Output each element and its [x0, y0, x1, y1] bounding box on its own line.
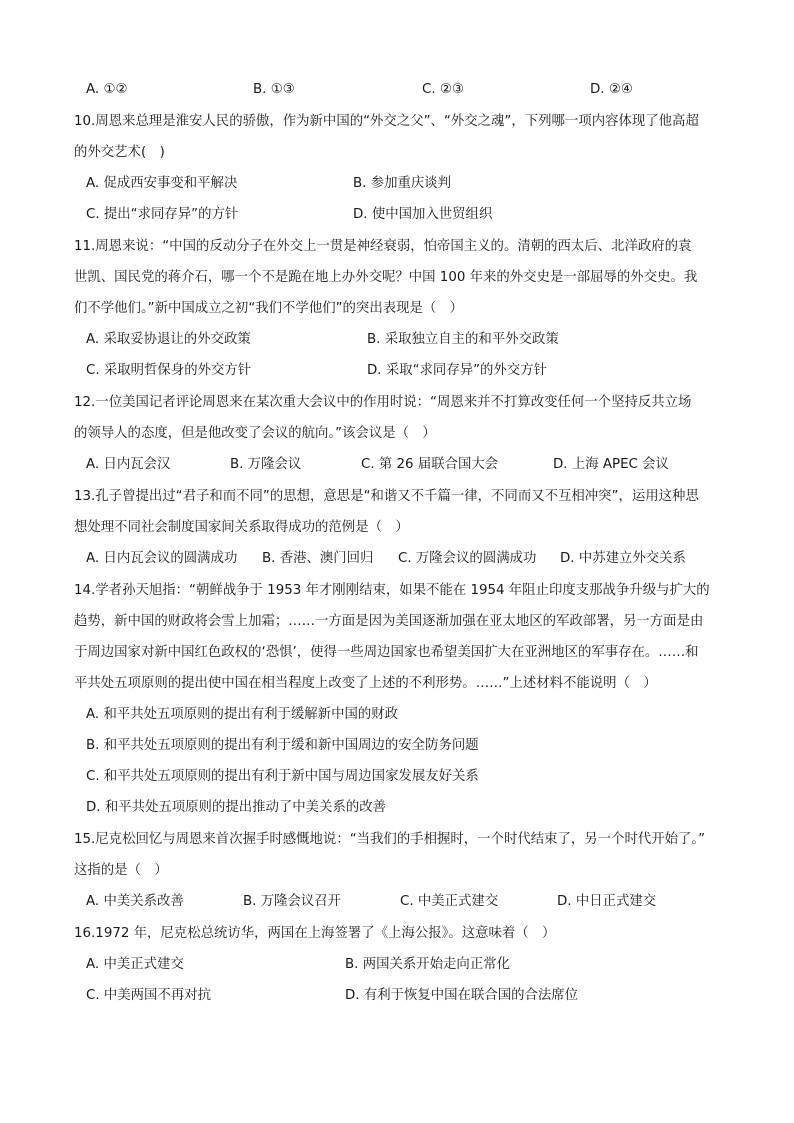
q9-option-c: C. ②③: [422, 82, 464, 97]
q12-option-c: C. 第 26 届联合国大会: [361, 457, 499, 472]
q13-option-b: B. 香港、澳门回归: [262, 551, 374, 566]
q16-stem-line: 16.1972 年，尼克松总统访华，两国在上海签署了《上海公报》。这意味着（ ）: [74, 926, 556, 941]
q16-option-b: B. 两国关系开始走向正常化: [345, 957, 510, 972]
q12-option-d: D. 上海 APEC 会议: [553, 457, 669, 472]
q14-option-b: B. 和平共处五项原则的提出有利于缓和新中国周边的安全防务问题: [86, 738, 479, 753]
q15-option-a: A. 中美关系改善: [86, 894, 184, 909]
q16-option-a: A. 中美正式建交: [86, 957, 184, 972]
q16-option-c: C. 中美两国不再对抗: [86, 988, 211, 1003]
q11-option-a: A. 采取妥协退让的外交政策: [86, 332, 251, 347]
q12-option-a: A. 日内瓦会汉: [86, 457, 171, 472]
q11-stem-line: 11.周恩来说：“中国的反动分子在外交上一贯是神经衰弱，怕帝国主义的。清朝的西太后、北洋政府的袁: [74, 239, 692, 254]
q13-option-a: A. 日内瓦会议的圆满成功: [86, 551, 238, 566]
q10-option-a: A. 促成西安事变和平解决: [86, 176, 238, 191]
q11-stem-line: 世凯、国民党的蒋介石，哪一个不是跪在地上办外交呢？中国 100 年来的外交史是一部屈辱的外交史。我: [74, 270, 698, 285]
q13-stem-line: 想处理不同社会制度国家间关系取得成功的范例是（ ）: [74, 520, 409, 535]
q10-option-d: D. 使中国加入世贸组织: [353, 207, 493, 222]
q11-stem-line: 们不学他们。”新中国成立之初“我们不学他们”的突出表现是（ ）: [74, 301, 464, 316]
q15-option-b: B. 万隆会议召开: [243, 894, 342, 909]
q14-option-c: C. 和平共处五项原则的提出有利于新中国与周边国家发展友好关系: [86, 769, 479, 784]
q11-option-c: C. 采取明哲保身的外交方针: [86, 363, 252, 378]
q15-option-c: C. 中美正式建交: [400, 894, 499, 909]
q15-stem-line: 这指的是（ ）: [74, 863, 168, 878]
q14-stem-line: 平共处五项原则的提出使中国在相当程度上改变了上述的不利形势。……”上述材料不能说明（ ）: [74, 676, 657, 691]
q10-stem-line: 10.周恩来总理是淮安人民的骄傲，作为新中国的“外交之父”、“外交之魂”，下列哪一项内容体现了他高超: [74, 114, 699, 129]
q15-option-d: D. 中日正式建交: [557, 894, 657, 909]
q14-option-d: D. 和平共处五项原则的提出推动了中美关系的改善: [86, 800, 387, 815]
q10-option-c: C. 提出“求同存异”的方针: [86, 207, 239, 222]
q13-stem-line: 13.孔子曾提出过“君子和而不同”的思想，意思是“和谐又不千篇一律，不同而又不互相冲突”，运用这种思: [74, 489, 699, 504]
q12-stem-line: 的领导人的态度，但是他改变了会议的航向。”该会议是（ ）: [74, 426, 436, 441]
q14-stem-line: 趋势，新中国的财政将会雪上加霜；……一方面是因为美国逐渐加强在亚太地区的军政部署，另一方面是由: [74, 614, 704, 629]
q10-stem-line: 的外交艺术( ): [74, 145, 165, 160]
q14-option-a: A. 和平共处五项原则的提出有利于缓解新中国的财政: [86, 707, 399, 722]
q11-option-d: D. 采取“求同存异”的外交方针: [367, 363, 547, 378]
q15-stem-line: 15.尼克松回忆与周恩来首次握手时感慨地说：“当我们的手相握时，一个时代结束了，另一个时代开始了。”: [74, 832, 706, 847]
q12-stem-line: 12.一位美国记者评论周恩来在某次重大会议中的作用时说：“周恩来并不打算改变任何一个坚持反共立场: [74, 395, 692, 410]
q13-option-d: D. 中苏建立外交关系: [560, 551, 686, 566]
q14-stem-line: 14.学者孙天旭指：“朝鲜战争于 1953 年才刚刚结束，如果不能在 1954 年阻止印度支那战争升级与扩大的: [74, 583, 710, 598]
q10-option-b: B. 参加重庆谈判: [353, 176, 452, 191]
q12-option-b: B. 万隆会议: [230, 457, 302, 472]
q9-option-b: B. ①③: [253, 82, 295, 97]
q11-option-b: B. 采取独立自主的和平外交政策: [367, 332, 559, 347]
q9-option-d: D. ②④: [590, 82, 633, 97]
q13-option-c: C. 万隆会议的圆满成功: [398, 551, 537, 566]
q16-option-d: D. 有利于恢复中国在联合国的合法席位: [345, 988, 579, 1003]
q14-stem-line: 于周边国家对新中国红色政权的‘恐惧’，使得一些周边国家也希望美国扩大在亚洲地区的军事存在。……和: [74, 645, 699, 660]
q9-option-a: A. ①②: [86, 82, 128, 97]
